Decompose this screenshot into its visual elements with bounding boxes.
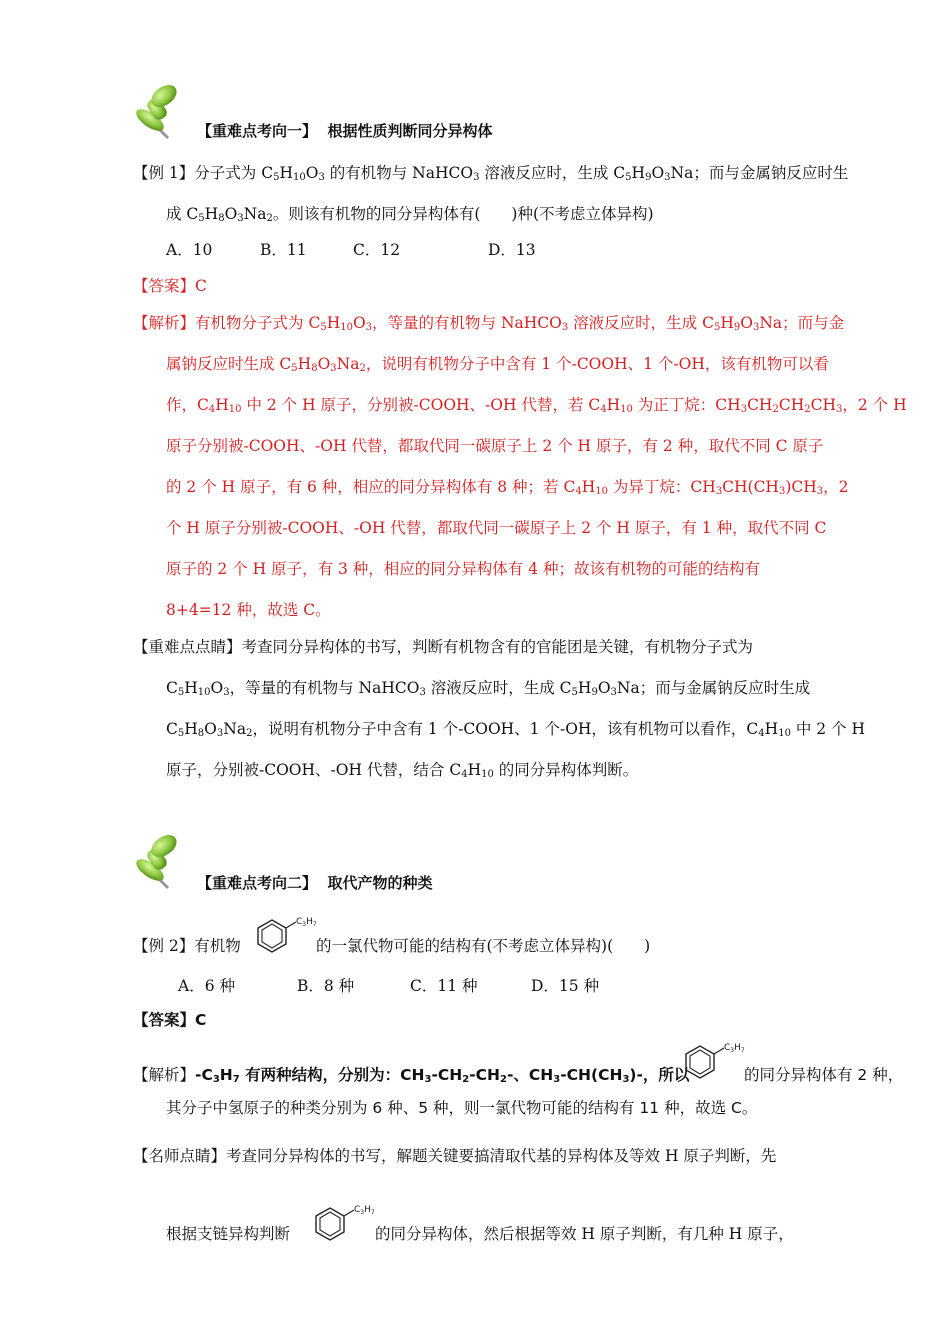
formula-subscript: 3 [365, 322, 373, 333]
formula-subscript: 2 [246, 728, 253, 739]
text-fragment: ，2 [823, 478, 849, 496]
formula-subscript: 9 [733, 322, 741, 333]
section1-comment-line [133, 637, 753, 657]
section1-option-c: C．12 [353, 241, 401, 259]
formula-subscript: 4 [461, 769, 468, 780]
formula-subscript: 10 [778, 728, 791, 739]
formula-subscript: 3 [553, 1074, 561, 1085]
text-fragment: 成 C [166, 205, 199, 223]
section2-comment-line2-before: 根据支链异构判断 [166, 1225, 291, 1243]
text-fragment: ，等量的有机物与 NaHCO [372, 314, 562, 332]
formula-subscript: 2 [804, 404, 811, 415]
formula-subscript: 2 [462, 1074, 470, 1085]
text-fragment: 原子的 2 个 H 原子，有 3 种，相应的同分异构体有 4 种；故该有机物的可能的结构有 [166, 560, 761, 578]
formula-subscript: 3 [561, 322, 569, 333]
formula-subscript: 3 [424, 1074, 432, 1085]
text-fragment: O [597, 679, 611, 697]
text-fragment: H [577, 679, 592, 697]
text-fragment: C [166, 679, 178, 697]
text-fragment: 。则该有机物的同分异构体有( )种(不考虑立体异构) [272, 205, 654, 223]
formula-subscript: 5 [177, 687, 185, 698]
text-fragment: CH [747, 396, 773, 414]
formula-subscript: 3 [715, 486, 723, 497]
section2-analysis-line1 [133, 1065, 689, 1085]
section2-heading-bracket: 【重难点考向二】 [197, 874, 318, 892]
formula-subscript: 3 [664, 172, 671, 183]
text-fragment: 溶液反应时，生成 C [425, 679, 572, 697]
pushpin-icon [132, 832, 188, 892]
svg-text:C3H7: $C_3H_7$ [724, 1043, 745, 1054]
text-fragment: ，说明有机物分子中含有 1 个-COOH、1 个-OH，该有机物可以看作，C [252, 720, 759, 738]
propylbenzene-structure-icon [672, 1040, 745, 1086]
formula-subscript: 3 [223, 687, 230, 698]
text-fragment: O [352, 314, 366, 332]
text-fragment: O [224, 205, 238, 223]
formula-subscript: 3 [237, 213, 244, 224]
text-fragment: H [297, 355, 312, 373]
formula-subscript: 3 [622, 1074, 630, 1085]
text-fragment: Na [336, 355, 360, 373]
question-before: 有机物 [194, 937, 241, 955]
text-fragment: 考查同分异构体的书写，判断有机物含有的官能团是关键，有机物分子式为 [241, 638, 754, 656]
section1-comment-line [166, 760, 638, 780]
text-fragment: O [210, 679, 224, 697]
example1-label: 【例 1】 [133, 164, 195, 182]
text-fragment: H [467, 761, 482, 779]
formula-subscript: 4 [600, 404, 607, 415]
text-fragment: H [184, 679, 198, 697]
text-fragment: H [184, 720, 198, 738]
formula-subscript: 9 [591, 687, 598, 698]
formula-subscript: 10 [293, 172, 306, 183]
formula-subscript: 3 [752, 322, 760, 333]
text-fragment: ，2 个 H [842, 396, 907, 414]
text-fragment: 的同分异构体判断。 [493, 761, 639, 779]
section1-analysis-line [166, 559, 760, 579]
text-fragment: Na；而与金属钠反应时生成 [616, 679, 811, 697]
formula-subscript: 9 [645, 172, 652, 183]
section2-analysis-line2: 其分子中氢原子的种类分别为 6 种、5 种，则一氯代物可能的结构有 11 种，故选 C。 [166, 1099, 758, 1117]
svg-text:C3H7: $C_3H_7$ [296, 917, 317, 928]
text-fragment: )-，所以 [629, 1066, 690, 1084]
section1-option-d: D．13 [488, 241, 536, 259]
text-fragment: 作，C [166, 396, 209, 414]
text-fragment: 原子分别被-COOH、-OH 代替，都取代同一碳原子上 2 个 H 原子，有 2 种，取代不同 C 原子 [166, 437, 824, 455]
text-fragment: 有两种结构，分别为：CH [239, 1066, 425, 1084]
formula-subscript: 10 [340, 322, 353, 333]
section1-analysis-line [166, 477, 849, 497]
section2-option-c: C．11 种 [410, 977, 478, 995]
text-fragment: 分子式为 C [194, 164, 274, 182]
section1-comment-line [166, 678, 810, 698]
text-fragment: H [581, 478, 596, 496]
text-fragment: )CH [785, 478, 817, 496]
formula-subscript: 4 [575, 486, 582, 497]
formula-subscript: 2 [266, 213, 273, 224]
text-fragment: 溶液反应时，生成 C [568, 314, 714, 332]
formula-subscript: 7 [232, 1074, 240, 1085]
propylbenzene-structure-icon [244, 914, 317, 960]
text-fragment: 溶液反应时，生成 C [479, 164, 626, 182]
text-fragment: Na；而与金 [759, 314, 845, 332]
text-fragment: O [317, 355, 331, 373]
formula-subscript: 3 [318, 172, 325, 183]
formula-subscript: 3 [610, 687, 617, 698]
text-fragment: 的 2 个 H 原子，有 6 种，相应的同分异构体有 8 种；若 C [166, 478, 576, 496]
section1-analysis-line [166, 395, 907, 415]
formula-subscript: 5 [625, 172, 632, 183]
text-fragment: Na [223, 720, 247, 738]
text-fragment: H [720, 314, 734, 332]
formula-subscript: 8 [218, 213, 225, 224]
text-fragment: H [764, 720, 779, 738]
text-fragment: O [305, 164, 319, 182]
text-fragment: O [740, 314, 753, 332]
section1-analysis-line [166, 354, 829, 374]
text-fragment: O [204, 720, 217, 738]
formula-subscript: 8 [311, 363, 318, 374]
formula-subscript: 2 [359, 363, 366, 374]
formula-subscript: 10 [620, 404, 633, 415]
section2-question-after: 的一氯代物可能的结构有(不考虑立体异构)( ) [316, 937, 651, 955]
formula-subscript: 2 [772, 404, 779, 415]
formula-subscript: 4 [208, 404, 216, 415]
formula-subscript: 5 [571, 687, 578, 698]
text-fragment: O [651, 164, 665, 182]
section1-analysis-line [133, 313, 844, 333]
text-fragment: 有机物分子式为 C [195, 314, 321, 332]
section2-option-b: B．8 种 [297, 977, 355, 995]
pushpin-icon [132, 82, 188, 142]
text-fragment: 中 2 个 H [790, 720, 866, 738]
answer-value: C [195, 277, 207, 295]
text-fragment: -CH(CH [560, 1066, 623, 1084]
section2-option-d: D．15 种 [531, 977, 600, 995]
section1-question-line1 [133, 163, 848, 183]
formula-subscript: 4 [758, 728, 765, 739]
section1-analysis-line [166, 518, 826, 538]
comment-label: 【名师点睛】 [133, 1147, 227, 1165]
answer-value: C [195, 1011, 207, 1029]
formula-subscript: 3 [778, 486, 786, 497]
text-fragment: 个 H 原子分别被-COOH、-OH 代替，都取代同一碳原子上 2 个 H 原子，有 1 种，取代不同 C [166, 519, 827, 537]
formula-subscript: 5 [198, 213, 205, 224]
text-fragment: H [204, 205, 219, 223]
formula-subscript: 3 [816, 486, 824, 497]
text-fragment: C [166, 720, 178, 738]
answer-label: 【答案】 [133, 1011, 196, 1029]
text-fragment: 为正丁烷：CH [632, 396, 741, 414]
section2-option-a: A．6 种 [178, 977, 235, 995]
section1-analysis-line [166, 436, 823, 456]
formula-subscript: 3 [330, 363, 337, 374]
text-fragment: -CH [469, 1066, 500, 1084]
formula-subscript: 2 [500, 1074, 507, 1085]
formula-subscript: 10 [228, 404, 242, 415]
svg-text:C3H7: $C_3H_7$ [354, 1205, 375, 1216]
text-fragment: 中 2 个 H 原子，分别被-COOH、-OH 代替，若 C [241, 396, 601, 414]
section2-answer [133, 1010, 206, 1030]
formula-subscript: 10 [481, 769, 494, 780]
formula-subscript: 3 [419, 687, 426, 698]
text-fragment: ，等量的有机物与 NaHCO [229, 679, 420, 697]
text-fragment: CH [810, 396, 836, 414]
text-fragment: H [215, 396, 229, 414]
formula-subscript: 5 [177, 728, 185, 739]
text-fragment: 8+4=12 种，故选 C。 [166, 601, 331, 619]
formula-subscript: 10 [197, 687, 211, 698]
section1-option-a: A．10 [166, 241, 213, 259]
formula-subscript: 5 [273, 172, 280, 183]
text-fragment: -CH [431, 1066, 463, 1084]
section1-heading-bracket: 【重难点考向一】 [197, 122, 318, 140]
text-fragment: -C [195, 1066, 213, 1084]
section2-analysis-line1-after: 的同分异构体有 2 种， [744, 1066, 904, 1084]
text-fragment: H [279, 164, 293, 182]
section2-comment-line2-after: 的同分异构体，然后根据等效 H 原子判断，有几种 H 原子， [375, 1225, 794, 1243]
text-fragment: 属钠反应时生成 C [166, 355, 292, 373]
text-fragment: ，说明有机物分子中含有 1 个-COOH、1 个-OH，该有机物可以看 [365, 355, 829, 373]
section2-question [133, 936, 241, 956]
text-fragment: H [326, 314, 341, 332]
text-fragment: 为异丁烷：CH [607, 478, 716, 496]
formula-subscript: 5 [291, 363, 298, 374]
section1-heading-title: 根据性质判断同分异构体 [327, 122, 493, 140]
formula-subscript: 3 [740, 404, 748, 415]
analysis-label: 【解析】 [133, 1066, 196, 1084]
formula-subscript: 5 [713, 322, 721, 333]
section1-question-line2 [166, 204, 654, 224]
section1-analysis-line [166, 600, 331, 620]
text-fragment: CH(CH [722, 478, 779, 496]
answer-label: 【答案】 [133, 277, 196, 295]
section2-heading-title: 取代产物的种类 [327, 874, 433, 892]
formula-subscript: 5 [320, 322, 327, 333]
section2-comment-line1 [133, 1146, 776, 1166]
text-fragment: 的有机物与 NaHCO [324, 164, 474, 182]
example2-label: 【例 2】 [133, 937, 195, 955]
text-fragment: CH [778, 396, 805, 414]
text-fragment: Na [243, 205, 267, 223]
formula-subscript: 3 [835, 404, 843, 415]
text-fragment: H [219, 1066, 233, 1084]
text-fragment: H [606, 396, 621, 414]
text-fragment: Na；而与金属钠反应时生 [670, 164, 849, 182]
propylbenzene-structure-icon [302, 1202, 375, 1248]
text-fragment: -、CH [506, 1066, 554, 1084]
section1-answer [133, 276, 207, 296]
section1-comment-line [166, 719, 865, 739]
text-fragment: H [631, 164, 646, 182]
formula-subscript: 8 [197, 728, 205, 739]
section1-option-b: B．11 [260, 241, 307, 259]
comment-label: 【重难点点睛】 [133, 638, 242, 656]
formula-subscript: 3 [216, 728, 224, 739]
formula-subscript: 3 [473, 172, 480, 183]
comment-text: 考查同分异构体的书写，解题关键要搞清取代基的异构体及等效 H 原子判断，先 [226, 1147, 777, 1165]
formula-subscript: 10 [595, 486, 608, 497]
text-fragment: 原子，分别被-COOH、-OH 代替，结合 C [166, 761, 462, 779]
formula-subscript: 3 [212, 1074, 220, 1085]
analysis-label: 【解析】 [133, 314, 196, 332]
